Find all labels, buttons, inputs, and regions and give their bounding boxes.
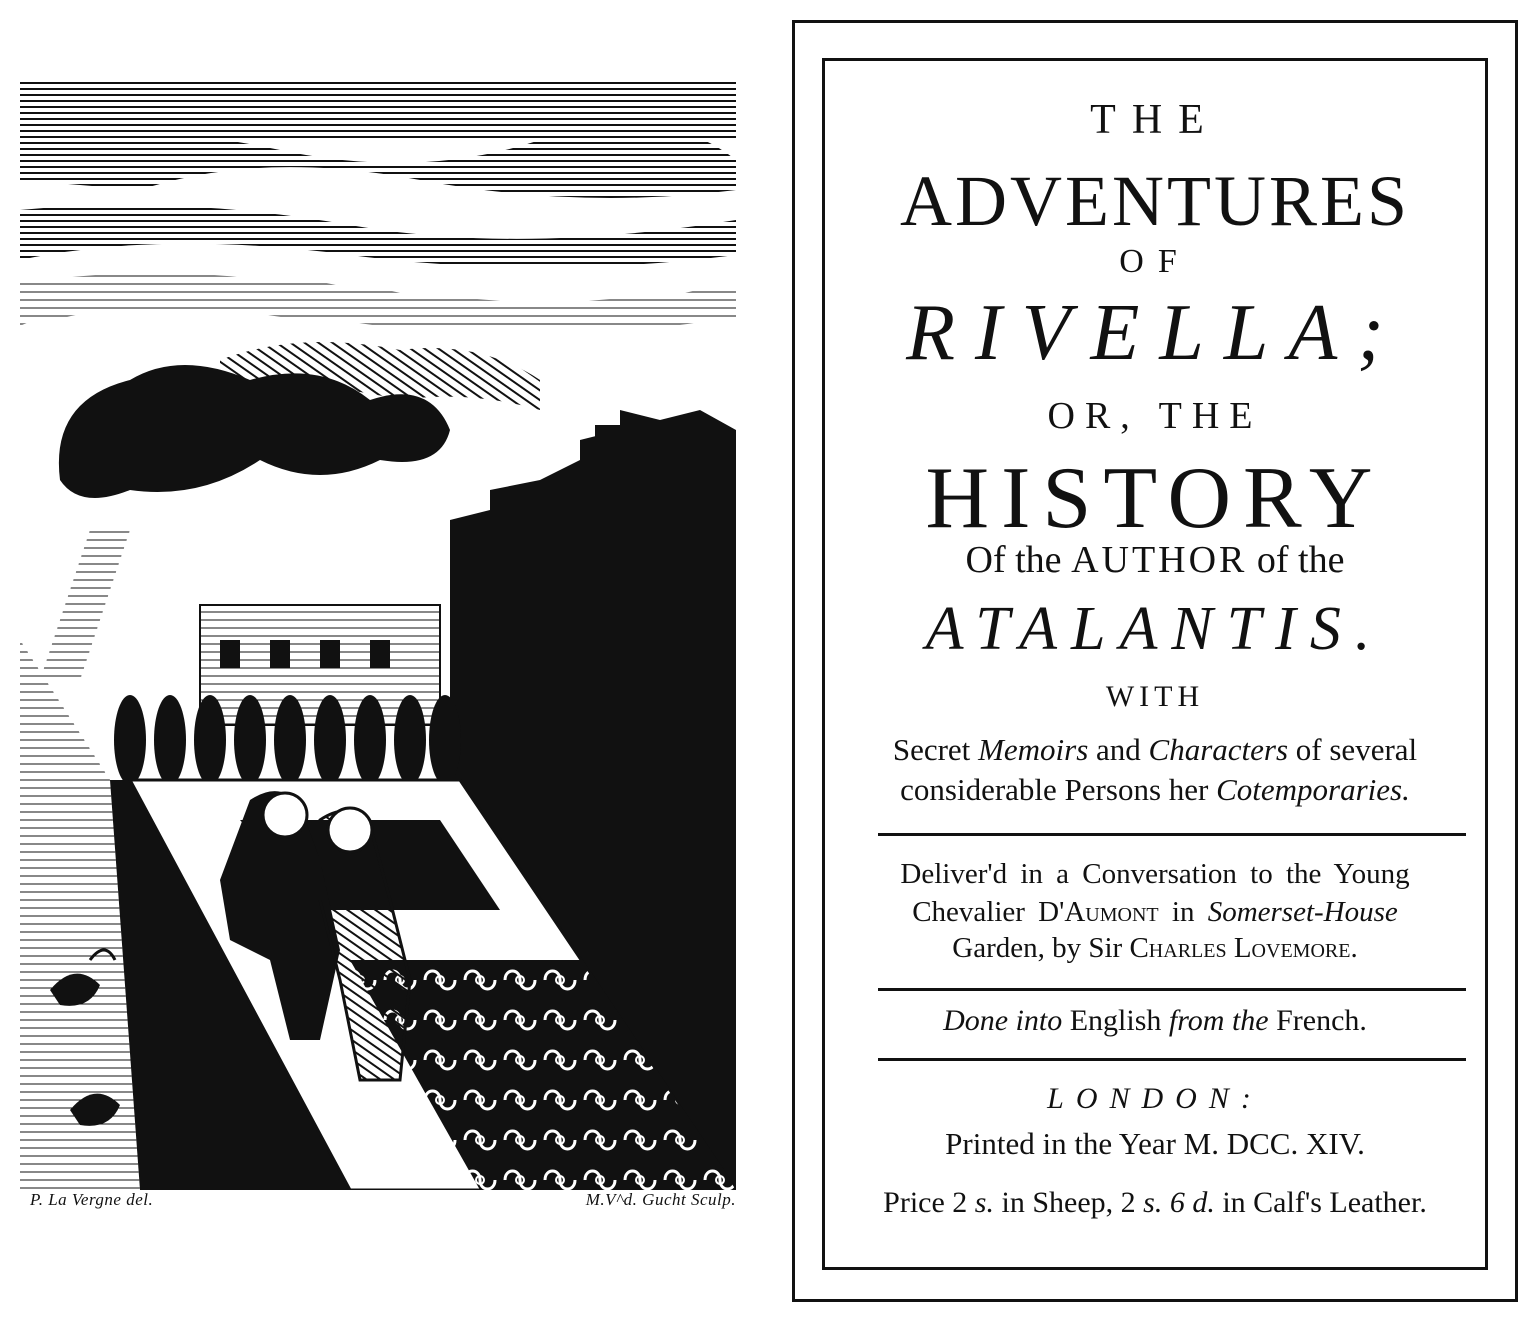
title-of: OF bbox=[1119, 243, 1191, 280]
tree-row bbox=[114, 695, 461, 785]
horizontal-rule bbox=[878, 1058, 1466, 1061]
garden-line bbox=[822, 932, 1488, 965]
subtitle-considerable-persons bbox=[822, 772, 1488, 808]
title-with: WITH bbox=[1105, 680, 1205, 713]
chevalier-line bbox=[822, 896, 1488, 929]
title-or-the: OR, THE bbox=[1047, 395, 1263, 437]
caption-artist: P. La Vergne del. bbox=[30, 1190, 154, 1209]
pence-abbrev: 6 d. bbox=[1169, 1186, 1215, 1219]
caption-engraver: M.V^d. Gucht Sculp. bbox=[585, 1190, 736, 1209]
chevalier-text: Chevalier D' bbox=[912, 896, 1065, 928]
window bbox=[320, 640, 340, 668]
window bbox=[270, 640, 290, 668]
characters-text: Characters bbox=[1148, 732, 1289, 767]
done-into-text: Done into bbox=[943, 1004, 1063, 1037]
cupola bbox=[595, 425, 620, 465]
in-text: in bbox=[1158, 896, 1208, 928]
shillings-abbrev-2: s. bbox=[1143, 1186, 1163, 1219]
somerset-house-text: Somerset-House bbox=[1207, 896, 1398, 928]
engraving-illustration bbox=[20, 80, 736, 1190]
title-atalantis: ATALANTIS. bbox=[925, 595, 1385, 663]
title-of-the-author bbox=[822, 538, 1488, 582]
price-text-1: Price 2 bbox=[883, 1186, 975, 1219]
imprint-printed-year: Printed in the Year M. DCC. XIV. bbox=[945, 1126, 1365, 1161]
secret-text: Secret bbox=[892, 732, 979, 767]
title-adventures: ADVENTURES bbox=[900, 161, 1410, 241]
several-text: of several bbox=[1288, 732, 1418, 767]
translation-line bbox=[822, 1004, 1488, 1038]
from-the-text: from the bbox=[1168, 1004, 1269, 1037]
english-text: English bbox=[1062, 1004, 1169, 1037]
and-text: and bbox=[1088, 732, 1149, 767]
considerable-text: considerable Persons her bbox=[900, 772, 1217, 807]
delivered-line: Deliver'd in a Conversation to the Young bbox=[900, 858, 1410, 890]
price-text-2: in Sheep, 2 bbox=[993, 1186, 1144, 1219]
price-space bbox=[1162, 1186, 1170, 1219]
charles-lovemore-text: Charles Lovemore. bbox=[1129, 932, 1358, 964]
cotemporaries-text: Cotemporaries. bbox=[1216, 772, 1410, 807]
of-the-text-2: of the bbox=[1247, 539, 1345, 581]
chimney bbox=[452, 520, 466, 580]
horizontal-rule bbox=[878, 988, 1466, 991]
title-rivella: RIVELLA; bbox=[906, 289, 1404, 377]
subtitle-secret-memoirs bbox=[822, 732, 1488, 768]
frontispiece-engraving bbox=[20, 80, 736, 1190]
aumont-text: Aumont bbox=[1064, 896, 1159, 928]
title-the: THE bbox=[1090, 97, 1220, 143]
horizontal-rule bbox=[878, 833, 1466, 836]
author-text: AUTHOR bbox=[1071, 539, 1248, 581]
window bbox=[370, 640, 390, 668]
title-history: HISTORY bbox=[925, 450, 1385, 547]
imprint-price bbox=[822, 1186, 1488, 1220]
garden-text: Garden, by Sir bbox=[952, 932, 1130, 964]
imprint-london: LONDON: bbox=[1047, 1082, 1263, 1115]
memoirs-text: Memoirs bbox=[978, 732, 1089, 767]
of-the-text: Of the bbox=[965, 539, 1072, 581]
french-text: French. bbox=[1268, 1004, 1367, 1037]
price-text-3: in Calf's Leather. bbox=[1214, 1186, 1427, 1219]
window bbox=[220, 640, 240, 668]
shillings-abbrev: s. bbox=[974, 1186, 994, 1219]
